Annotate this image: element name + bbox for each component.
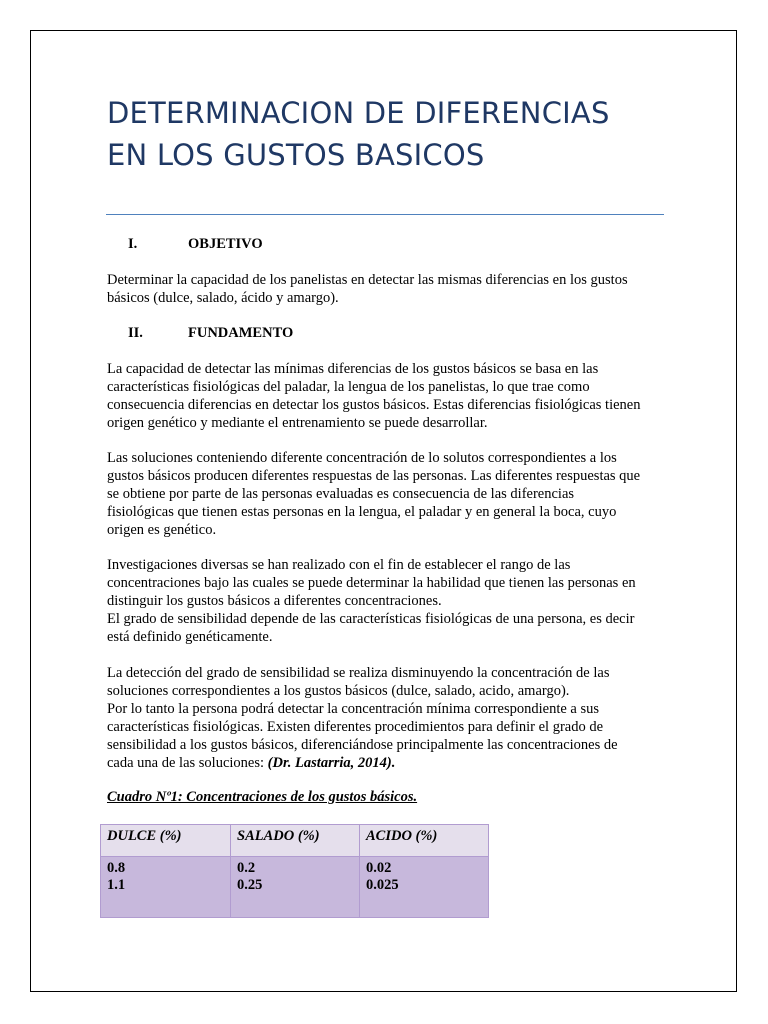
title-line-2: EN LOS GUSTOS BASICOS — [107, 138, 485, 172]
text-line: soluciones correspondientes a los gustos básicos (dulce, salado, acido, amargo). — [107, 683, 570, 699]
text-line: Investigaciones diversas se han realizado con el fin de establecer el rango de las — [107, 557, 571, 573]
header-dulce: DULCE (%) — [101, 825, 231, 857]
text-line: gustos básicos producen diferentes respuestas de las personas. Las diferentes respuestas que — [107, 468, 641, 484]
concentrations-table — [100, 824, 489, 918]
value: 0.8 — [107, 860, 126, 876]
fundamento-paragraph-1 — [107, 360, 667, 432]
text-line: concentraciones bajo las cuales se puede determinar la habilidad que tienen las personas en — [107, 575, 636, 591]
value: 0.2 — [237, 860, 256, 876]
table-row — [101, 857, 489, 918]
section-label: FUNDAMENTO — [188, 325, 294, 341]
title-divider — [106, 214, 664, 215]
text-line-start: cada una de las soluciones: — [107, 755, 268, 771]
text-line — [107, 754, 667, 772]
text-line: está definido genéticamente. — [107, 629, 273, 645]
text-line: Las soluciones conteniendo diferente concentración de lo solutos correspondientes a los — [107, 450, 617, 466]
section-label: OBJETIVO — [188, 236, 263, 252]
objetivo-paragraph — [107, 271, 667, 307]
citation: (Dr. Lastarria, 2014). — [267, 755, 396, 771]
header-salado: SALADO (%) — [231, 825, 360, 857]
cell-salado — [231, 857, 360, 918]
table-caption: Cuadro Nº1: Concentraciones de los gustos básicos. — [107, 789, 418, 805]
text-line: consecuencia diferencias en detectar los gustos básicos. Estas diferencias fisiológicas tienen — [107, 397, 641, 413]
text-line: características fisiológicas del paladar, la lengua de los panelistas, lo que trae como — [107, 379, 590, 395]
section-number: I. — [128, 236, 138, 252]
text-line: La detección del grado de sensibilidad se realiza disminuyendo la concentración de las — [107, 665, 610, 681]
fundamento-paragraph-3 — [107, 556, 667, 646]
value: 0.25 — [237, 877, 263, 893]
text-line: La capacidad de detectar las mínimas diferencias de los gustos básicos se basa en las — [107, 361, 599, 377]
value: 0.025 — [366, 877, 399, 893]
text-line: fisiológicas que tienen estas personas en la lengua, el paladar y en general la boca, cuyo — [107, 504, 617, 520]
value: 0.02 — [366, 860, 392, 876]
text-line: distinguir los gustos básicos a diferentes concentraciones. — [107, 593, 442, 609]
text-line: Por lo tanto la persona podrá detectar la concentración mínima correspondiente a sus — [107, 701, 600, 717]
text-line: El grado de sensibilidad depende de las características fisiológicas de una persona, es decir — [107, 611, 635, 627]
fundamento-paragraph-4 — [107, 664, 667, 772]
text-line: se obtiene por parte de las personas evaluadas es consecuencia de las diferencias — [107, 486, 575, 502]
value: 1.1 — [107, 877, 126, 893]
text-line: básicos (dulce, salado, ácido y amargo). — [107, 290, 339, 306]
section-heading-fundamento — [128, 325, 293, 342]
table-header-row — [101, 825, 489, 857]
text-line: origen es genético. — [107, 522, 217, 538]
text-line: sensibilidad a los gustos básicos, diferenciándose principalmente las concentraciones de — [107, 737, 618, 753]
cell-acido — [360, 857, 489, 918]
text-line: origen genético y mediante el entrenamiento se puede desarrollar. — [107, 415, 488, 431]
document-title — [107, 92, 667, 176]
header-acido: ACIDO (%) — [360, 825, 489, 857]
section-number: II. — [128, 325, 143, 341]
fundamento-paragraph-2 — [107, 449, 667, 539]
text-line: Determinar la capacidad de los panelistas en detectar las mismas diferencias en los gustos — [107, 272, 628, 288]
text-line: características fisiológicas. Existen diferentes procedimientos para definir el grado de — [107, 719, 604, 735]
title-line-1: DETERMINACION DE DIFERENCIAS — [107, 96, 610, 130]
cell-dulce — [101, 857, 231, 918]
section-heading-objetivo — [128, 236, 263, 253]
